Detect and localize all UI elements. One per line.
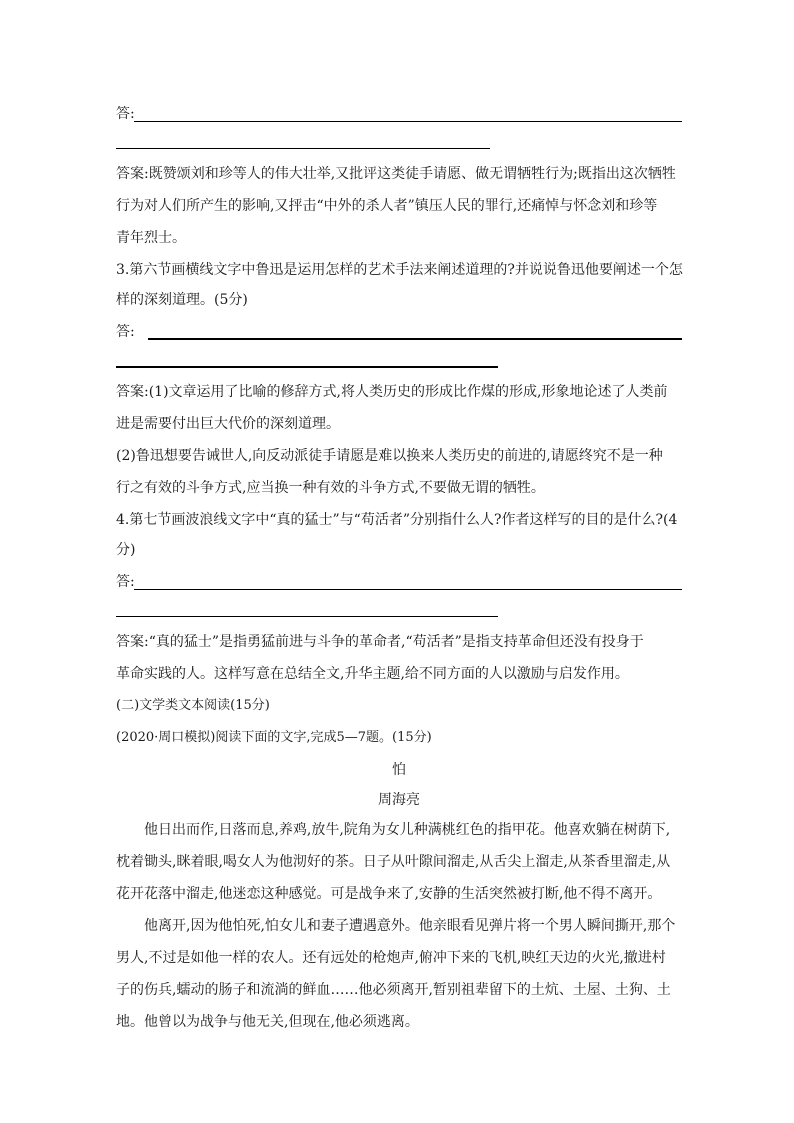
answer-underline xyxy=(134,121,682,122)
q2-answer-line-1: 答案:既赞颂刘和珍等人的伟大壮举,又批评这类徒手请愿、做无谓牺牲行为;既指出这次牺牲 xyxy=(116,166,676,182)
story-paragraph-2-line-2: 男人,不过是如他一样的农人。还有远处的枪炮声,俯冲下来的飞机,映红天边的火光,撤进村 xyxy=(116,950,666,966)
story-paragraph-1-line-1: 他日出而作,日落而息,养鸡,放牛,院角为女儿种满桃红色的指甲花。他喜欢躺在树荫下, xyxy=(144,822,671,838)
section-heading: (二)文学类文本阅读(15分) xyxy=(116,698,270,713)
q3-answer-line-1: 答案:(1)文章运用了比喻的修辞方式,将人类历史的形成比作煤的形成,形象地论述了人类前 xyxy=(116,384,668,400)
story-paragraph-2-line-1: 他离开,因为他怕死,怕女儿和妻子遭遇意外。他亲眼看见弹片将一个男人瞬间撕开,那个 xyxy=(144,918,676,934)
answer-underline-short xyxy=(116,616,498,617)
story-title: 怕 xyxy=(392,762,406,778)
q2-answer-line-2: 行为对人们所产生的影响,又抨击“中外的杀人者”镇压人民的罪行,还痛悼与怀念刘和珍等 xyxy=(116,198,658,214)
q3-answer-line-2: 进是需要付出巨大代价的深刻道理。 xyxy=(116,416,340,432)
q3-answer-line-4: 行之有效的斗争方式,应当换一种有效的斗争方式,不要做无谓的牺牲。 xyxy=(116,480,545,496)
q3-line-1: 3.第六节画横线文字中鲁迅是运用怎样的艺术手法来阐述道理的?并说说鲁迅他要阐述一个怎 xyxy=(116,262,683,278)
answer-label: 答: xyxy=(116,106,135,122)
q3-answer-blank[interactable] xyxy=(116,322,682,342)
q3-answer-line-3: (2)鲁迅想要告诫世人,向反动派徒手请愿是难以换来人类历史的前进的,请愿终究不是一种 xyxy=(116,448,663,464)
answer-underline-short xyxy=(116,366,498,368)
story-author: 周海亮 xyxy=(378,792,420,808)
answer-underline-short xyxy=(116,148,490,149)
q4-line-1: 4.第七节画波浪线文字中“真的猛士”与“苟活者”分别指什么人?作者这样写的目的是什么?(4 xyxy=(116,512,678,528)
section-source: (2020·周口模拟)阅读下面的文字,完成5—7题。(15分) xyxy=(116,730,432,745)
answer-underline xyxy=(148,338,682,340)
q4-answer-blank[interactable] xyxy=(116,572,682,592)
q4-answer-line-2: 革命实践的人。这样写意在总结全文,升华主题,给不同方面的人以激励与启发作用。 xyxy=(116,666,629,682)
q4-answer-line-1: 答案:“真的猛士”是指勇猛前进与斗争的革命者,“苟活者”是指支持革命但还没有投身于 xyxy=(116,634,644,650)
story-paragraph-1-line-2: 枕着锄头,眯着眼,喝女人为他沏好的茶。日子从叶隙间溜走,从舌尖上溜走,从茶香里溜走,从 xyxy=(116,854,671,870)
story-paragraph-1-line-3: 花开花落中溜走,他迷恋这种感觉。可是战争来了,安静的生活突然被打断,他不得不离开。 xyxy=(116,886,662,902)
q4-line-2: 分) xyxy=(116,542,136,558)
q2-answer-line-3: 青年烈士。 xyxy=(116,230,186,246)
answer-label: 答: xyxy=(116,324,135,340)
q3-line-2: 样的深刻道理。(5分) xyxy=(116,292,248,308)
q2-answer-blank[interactable] xyxy=(116,104,682,124)
answer-underline xyxy=(134,589,682,590)
story-paragraph-2-line-4: 地。他曾以为战争与他无关,但现在,他必须逃离。 xyxy=(116,1014,419,1030)
answer-label: 答: xyxy=(116,574,135,590)
story-paragraph-2-line-3: 子的伤兵,蠕动的肠子和流淌的鲜血……他必须离开,暂别祖辈留下的土炕、土屋、土狗、土 xyxy=(116,982,671,998)
